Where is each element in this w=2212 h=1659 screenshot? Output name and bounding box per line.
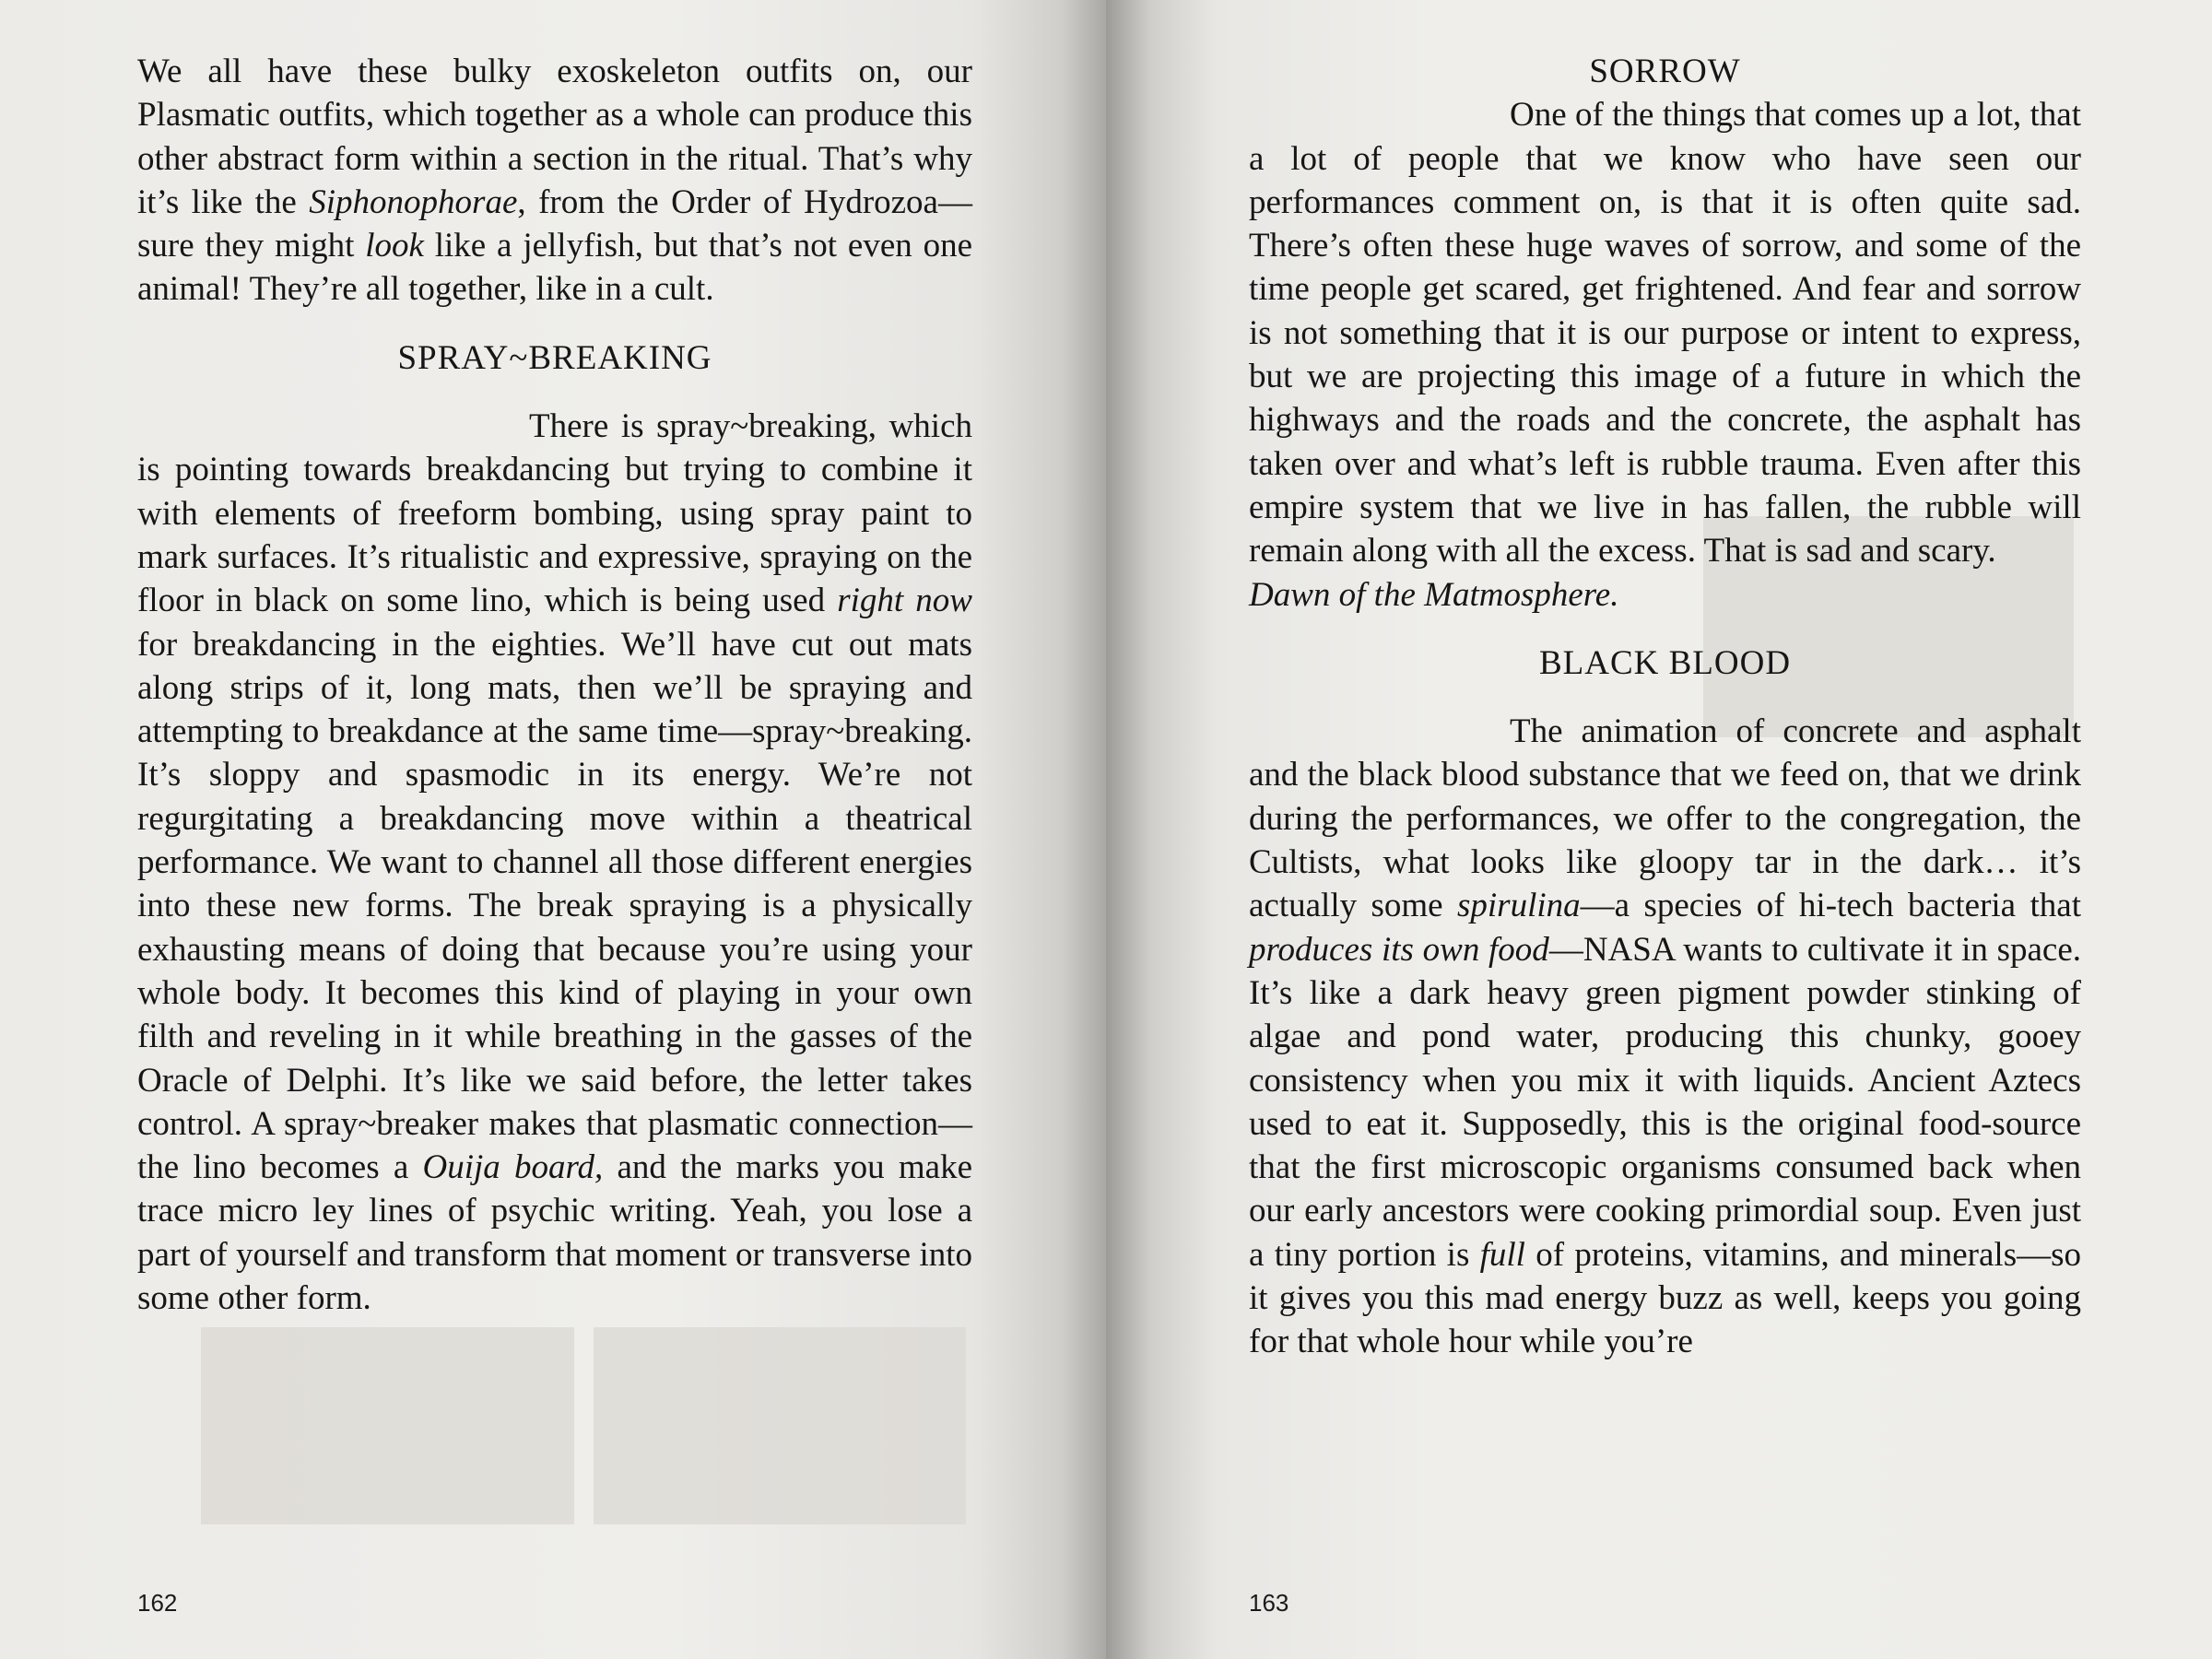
section-heading: SORROW [1589, 53, 1741, 90]
section-heading: SPRAY~BREAKING [397, 338, 712, 377]
page-number: 163 [1249, 1589, 1289, 1617]
right-page-body [1249, 50, 2081, 1364]
right-page [1106, 0, 2212, 1659]
left-page-body [137, 50, 972, 1320]
bleed-through-image [594, 1327, 966, 1524]
paragraph: We all have these bulky exoskeleton outfits on, our Plasmatic outfits, which together as a whole can produce this other abstract form within a section in the ritual. That’s why it’s like the Siphonophorae, from the Order of Hydrozoa—sure they might look like a jellyfish, but that’s not even one animal! They’re all together, like in a cult. [137, 53, 973, 309]
page-number: 162 [137, 1589, 178, 1617]
paragraph: One of the things that comes up a lot, that a lot of people that we know who have seen our performances comment on, is that it is often quite sad. There’s often these huge waves of sorrow, and some of the time people get scared, get frightened. And fear and sorrow is not something that it is our purpose or intent to express, but we are projecting this image of a future in which the highways and the roads and the concrete, the asphalt has taken over and what’s left is rubble trauma. Even after this empire system that we live in has fallen, the rubble will remain along with all the excess. That is sad and scary. Dawn of the Matmosphere. [1249, 96, 2081, 614]
paragraph: The animation of concrete and asphalt and the black blood substance that we feed on, that we drink during the performances, we offer to the congregation, the Cultists, what looks like gloopy tar in the dark… it’s actually some spirulina—a species of hi-tech bacteria that produces its own food—NASA wants to cultivate it in space. It’s like a dark heavy green pigment powder stinking of algae and pond water, producing this chunky, gooey consistency when you mix it with liquids. Ancient Aztecs used to eat it. Supposedly, this is the original food-source that the first microscopic organisms consumed back when our early ancestors were cooking primordial soup. Even just a tiny portion is full of proteins, vitamins, and minerals—so it gives you this mad energy buzz as well, keeps you going for that whole hour while you’re [1249, 712, 2081, 1361]
section-heading: BLACK BLOOD [1538, 643, 1792, 682]
bleed-through-image [201, 1327, 574, 1524]
paragraph: There is spray~breaking, which is pointing towards breakdancing but trying to combine it with elements of freeform bombing, using spray paint to mark surfaces. It’s ritualistic and expressive, spraying on the floor in black on some lino, which is being used right now for breakdancing in the eighties. We’ll have cut out mats along strips of it, long mats, then we’ll be spraying and attempting to breakdance at the same time—spray~breaking. It’s sloppy and spasmodic in its energy. We’re not regurgitating a breakdancing move within a theatrical performance. We want to channel all those different energies into these new forms. The break spraying is a physically exhausting means of doing that because you’re using your whole body. It becomes this kind of playing in your own filth and reveling in it while breathing in the gasses of the Oracle of Delphi. It’s like we said before, the letter takes control. A spray~breaker makes that plasmatic connection—the lino becomes a Ouija board, and the marks you make trace micro ley lines of psychic writing. Yeah, you lose a part of yourself and transform that moment or transverse into some other form. [137, 407, 972, 1318]
